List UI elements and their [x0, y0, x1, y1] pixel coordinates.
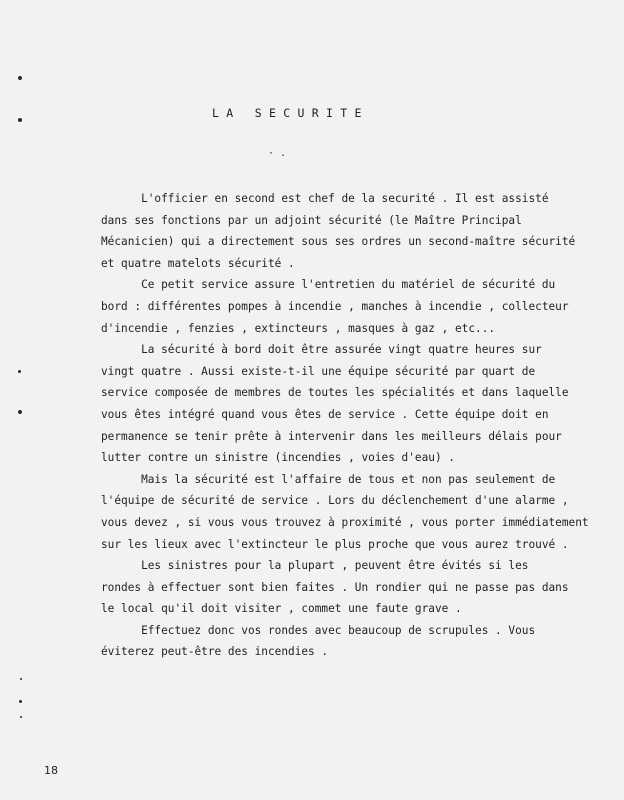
- text-line: dans ses fonctions par un adjoint sécurité (le Maître Principal: [101, 213, 522, 227]
- binder-hole-mark: [20, 716, 22, 718]
- body-text: [101, 188, 606, 663]
- text-line: et quatre matelots sécurité .: [101, 256, 295, 270]
- text-line: l'équipe de sécurité de service . Lors du déclenchement d'une alarme ,: [101, 494, 569, 508]
- text-line: Ce petit service assure l'entretien du matériel de sécurité du: [101, 278, 556, 292]
- binder-hole-mark: [18, 370, 21, 373]
- binder-hole-mark: [20, 678, 22, 680]
- text-line: service composée de membres de toutes les spécialités et dans laquelle: [101, 386, 569, 400]
- text-line: sur les lieux avec l'extincteur le plus proche que vous aurez trouvé .: [101, 537, 569, 551]
- binder-hole-mark: [18, 76, 22, 80]
- text-line: vous êtes intégré quand vous êtes de service . Cette équipe doit en: [101, 407, 549, 421]
- text-line: d'incendie , fenzies , extincteurs , masques à gaz , etc...: [101, 321, 496, 335]
- text-line: le local qu'il doit visiter , commet une faute grave .: [101, 602, 462, 616]
- paragraph: [101, 188, 606, 274]
- text-line: vous devez , si vous vous trouvez à proximité , vous porter immédiatement: [101, 515, 589, 529]
- page-number: 18: [44, 764, 58, 777]
- paragraph: [101, 339, 606, 469]
- text-line: L'officier en second est chef de la securité . Il est assisté: [101, 192, 549, 205]
- binder-hole-mark: [18, 410, 22, 414]
- binder-hole-mark: [19, 700, 22, 703]
- text-line: Effectuez donc vos rondes avec beaucoup de scrupules . Vous: [101, 623, 536, 637]
- text-line: Mais la sécurité est l'affaire de tous et non pas seulement de: [101, 472, 556, 486]
- text-line: éviterez peut-être des incendies .: [101, 645, 329, 659]
- text-line: La sécurité à bord doit être assurée vingt quatre heures sur: [101, 343, 542, 357]
- text-line: lutter contre un sinistre (incendies , voies d'eau) .: [101, 451, 455, 465]
- paragraph: [101, 555, 606, 620]
- text-line: vingt quatre . Aussi existe-t-il une équipe sécurité par quart de: [101, 364, 536, 378]
- title-dots: · .: [268, 148, 287, 159]
- paragraph: [101, 469, 606, 555]
- text-line: Mécanicien) qui a directement sous ses ordres un second-maître sécurité: [101, 235, 576, 249]
- binder-hole-mark: [18, 118, 22, 122]
- page-title: L A S E C U R I T E: [212, 106, 362, 120]
- text-line: rondes à effectuer sont bien faites . Un rondier qui ne passe pas dans: [101, 580, 569, 594]
- text-line: bord : différentes pompes à incendie , manches à incendie , collecteur: [101, 299, 569, 313]
- paragraph: [101, 274, 606, 339]
- text-line: Les sinistres pour la plupart , peuvent être évités si les: [101, 559, 529, 573]
- paragraph: [101, 620, 606, 663]
- text-line: permanence se tenir prête à intervenir dans les meilleurs délais pour: [101, 429, 562, 443]
